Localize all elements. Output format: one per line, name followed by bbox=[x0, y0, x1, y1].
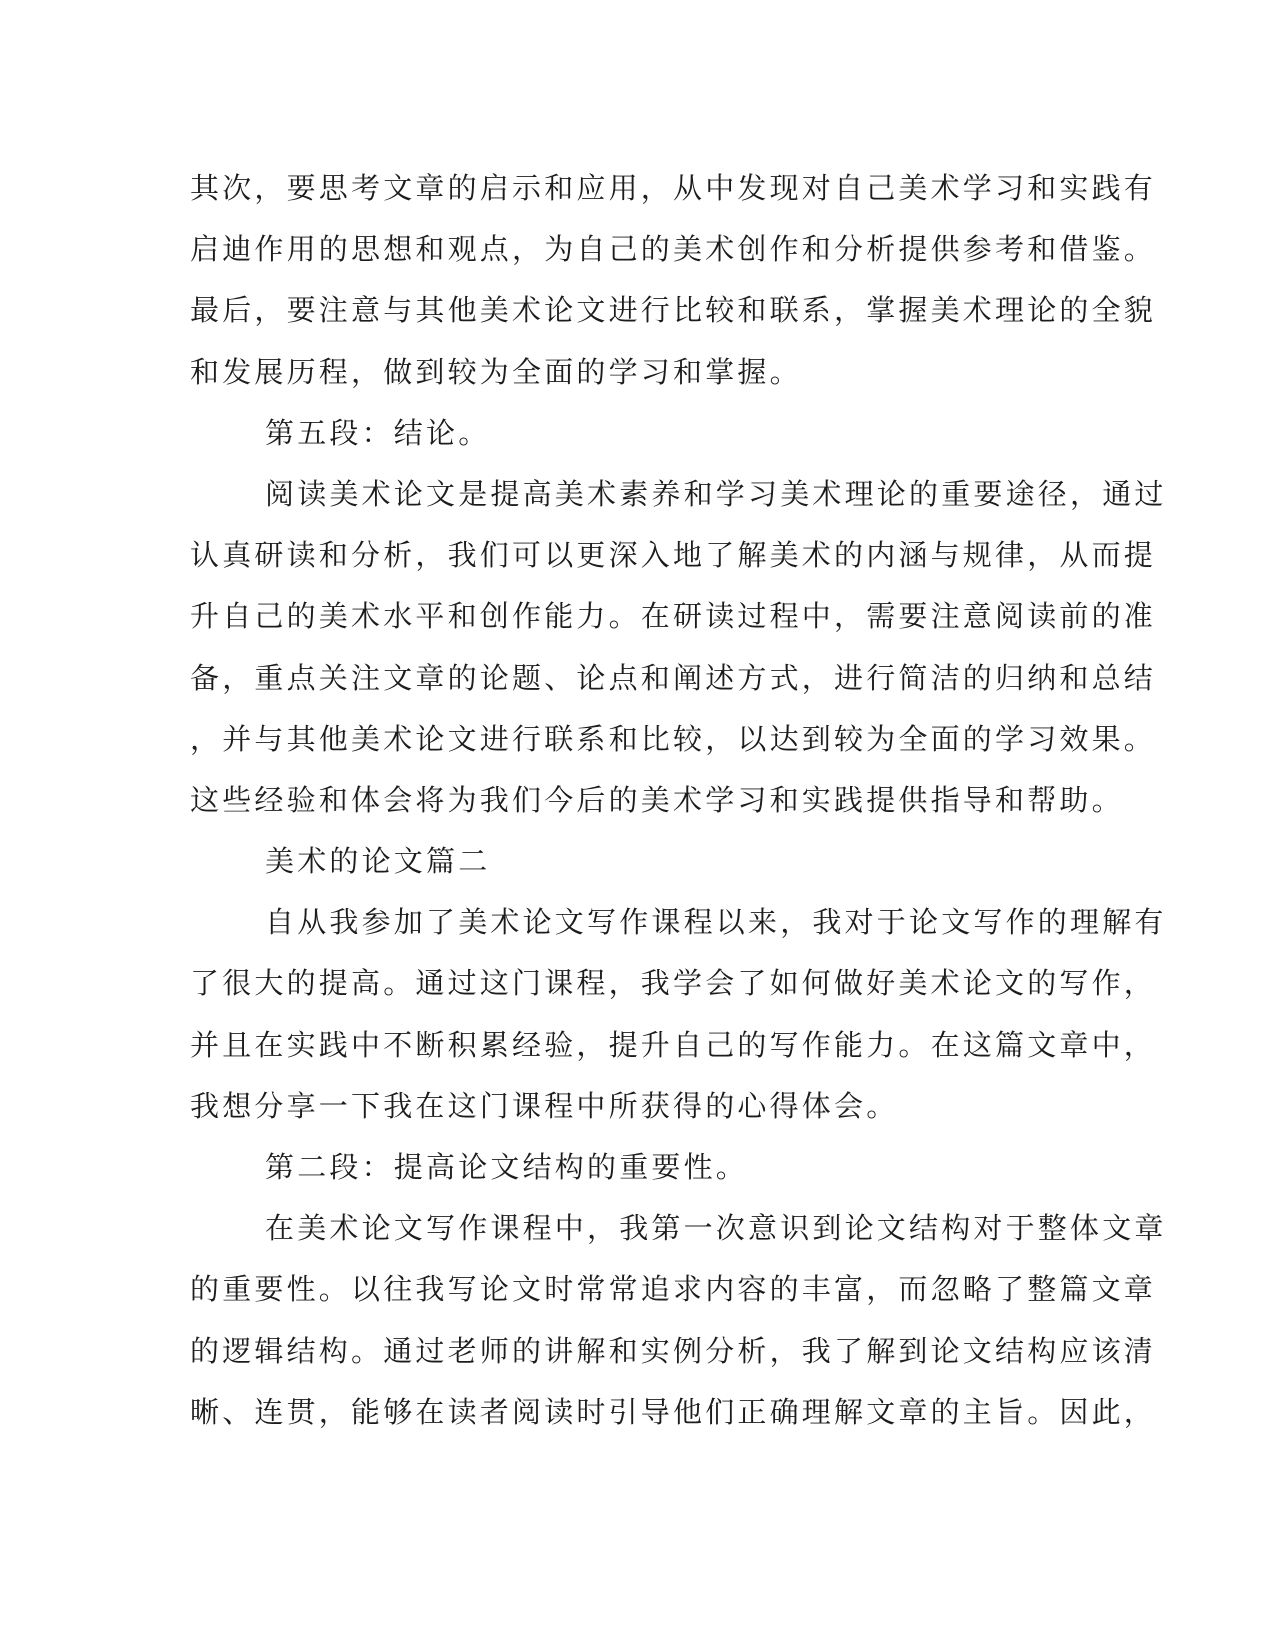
text-line: 的逻辑结构。通过老师的讲解和实例分析，我了解到论文结构应该清 bbox=[190, 1333, 1157, 1368]
paragraph-first-line: 阅读美术论文是提高美术素养和学习美术理论的重要途径，通过 bbox=[265, 476, 1167, 511]
text-line: 备，重点关注文章的论题、论点和阐述方式，进行简洁的归纳和总结 bbox=[190, 660, 1157, 695]
text-line: 我想分享一下我在这门课程中所获得的心得体会。 bbox=[190, 1088, 899, 1123]
text-line: ，并与其他美术论文进行联系和比较，以达到较为全面的学习效果。 bbox=[190, 721, 1157, 756]
article-title: 美术的论文篇二 bbox=[265, 844, 491, 879]
text-line: 最后，要注意与其他美术论文进行比较和联系，掌握美术理论的全貌 bbox=[190, 293, 1157, 328]
section-heading: 第二段：提高论文结构的重要性。 bbox=[265, 1150, 749, 1184]
text-line: 认真研读和分析，我们可以更深入地了解美术的内涵与规律，从而提 bbox=[190, 538, 1157, 573]
text-line: 晰、连贯，能够在读者阅读时引导他们正确理解文章的主旨。因此， bbox=[190, 1394, 1157, 1429]
text-line: 这些经验和体会将为我们今后的美术学习和实践提供指导和帮助。 bbox=[190, 782, 1124, 817]
paragraph-first-line: 在美术论文写作课程中，我第一次意识到论文结构对于整体文章 bbox=[265, 1211, 1167, 1246]
text-line: 并且在实践中不断积累经验，提升自己的写作能力。在这篇文章中， bbox=[190, 1027, 1157, 1062]
text-line: 的重要性。以往我写论文时常常追求内容的丰富，而忽略了整篇文章 bbox=[190, 1272, 1157, 1307]
body-text bbox=[190, 158, 1167, 1443]
text-line: 了很大的提高。通过这门课程，我学会了如何做好美术论文的写作， bbox=[190, 966, 1157, 1001]
text-line: 其次，要思考文章的启示和应用，从中发现对自己美术学习和实践有 bbox=[190, 171, 1157, 205]
text-line: 启迪作用的思想和观点，为自己的美术创作和分析提供参考和借鉴。 bbox=[190, 232, 1157, 267]
text-line: 和发展历程，做到较为全面的学习和掌握。 bbox=[190, 354, 802, 389]
text-line: 升自己的美术水平和创作能力。在研读过程中，需要注意阅读前的准 bbox=[190, 599, 1157, 634]
paragraph-first-line: 自从我参加了美术论文写作课程以来，我对于论文写作的理解有 bbox=[265, 905, 1167, 940]
section-heading: 第五段：结论。 bbox=[265, 415, 491, 450]
